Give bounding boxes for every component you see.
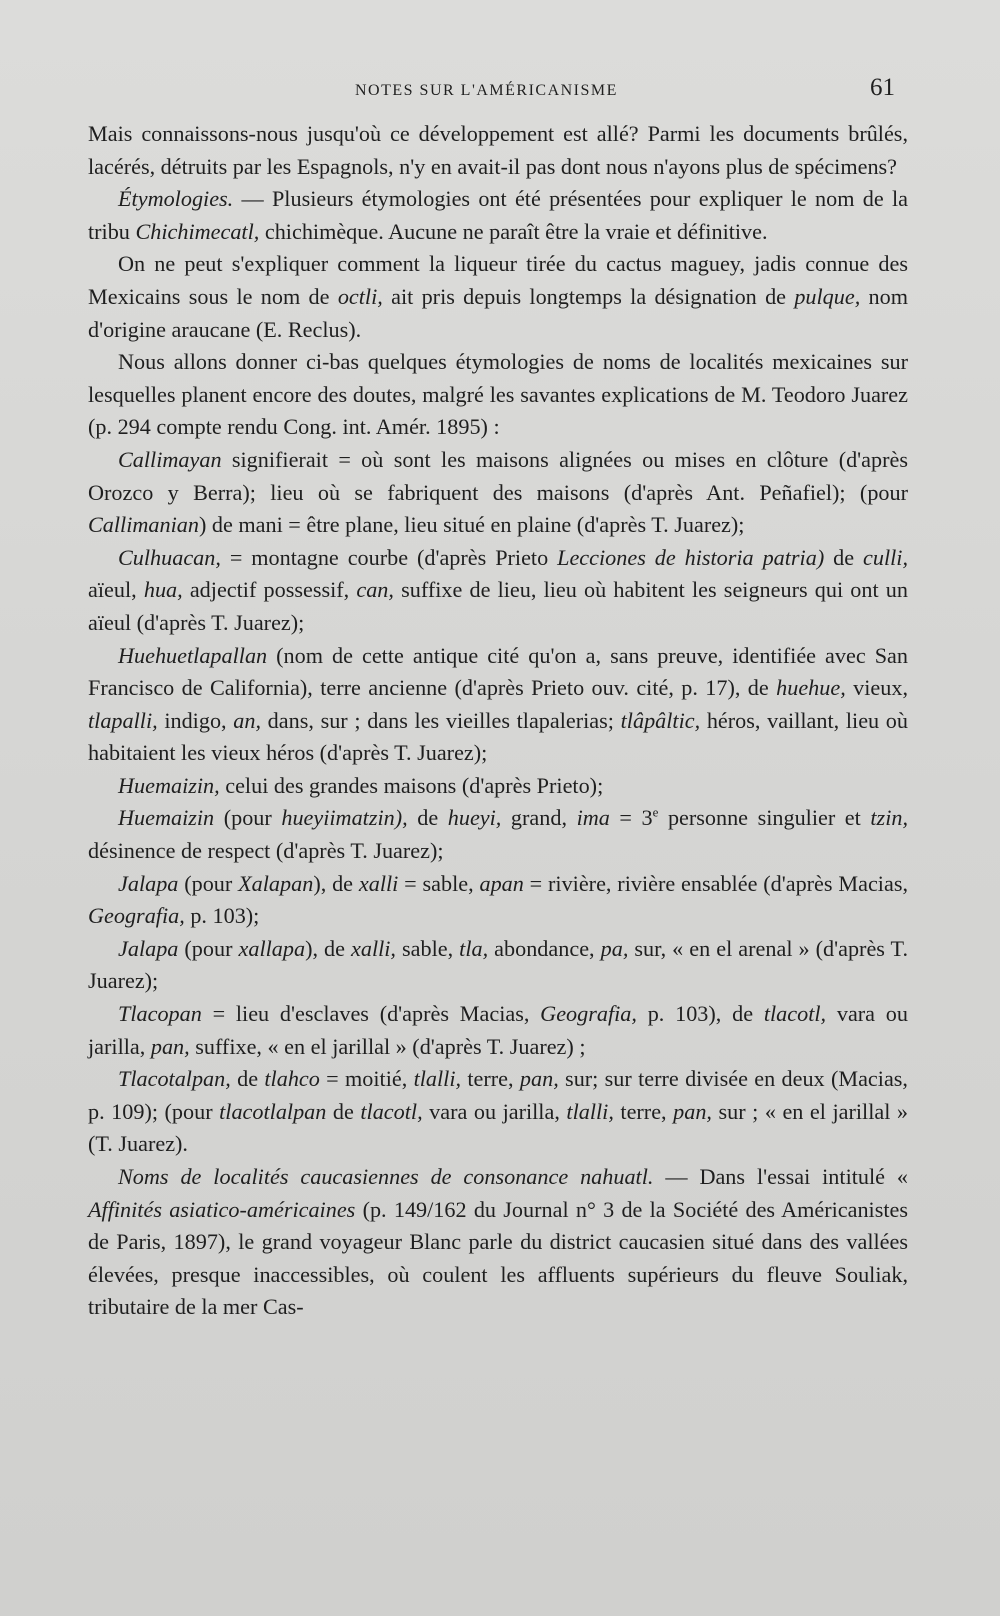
italic-text: xallapa [238, 935, 306, 961]
italic-text: pan, [150, 1033, 190, 1059]
italic-text: Étymologies. [118, 186, 234, 212]
text-run: aïeul, [88, 577, 144, 603]
text-run: suffixe de lieu, lieu où habitent les seigneurs qui ont un aïeul (d'après T. Juarez); [88, 577, 908, 635]
italic-text: Callimanian [88, 512, 199, 538]
italic-text: Huemaizin [118, 805, 215, 831]
paragraph [88, 998, 908, 1063]
text-run: p. 103); [184, 903, 260, 929]
italic-text: tlapalli, [88, 707, 158, 733]
text-run: vara ou jarilla, [88, 1001, 908, 1059]
italic-text: hueyiimatzin), [281, 805, 408, 831]
italic-text: Lecciones de historia patria) [557, 544, 825, 570]
text-run: (nom de cette antique cité qu'on a, sans preuve, identifiée avec San Francisco de California), terre ancienne (d'après Prieto ouv. cité, p. 17), de [88, 642, 908, 701]
text-run: = 3 [609, 805, 653, 831]
italic-text: pa, [600, 935, 629, 961]
italic-text: tlacotl, [763, 1001, 827, 1027]
italic-text: hueyi, [447, 805, 502, 831]
paragraph [88, 640, 908, 770]
italic-text: Huehuetlapallan [118, 642, 268, 668]
text-run: (pour [178, 935, 239, 961]
italic-text: Jalapa [118, 870, 179, 896]
text-run: grand, [501, 805, 577, 831]
text-run: vara ou jarilla, [422, 1098, 567, 1124]
italic-text: Jalapa [118, 935, 179, 961]
italic-text: pulque, [794, 283, 861, 309]
text-run: de [326, 1098, 361, 1124]
text-run: = rivière, rivière ensablée (d'après Macias, [523, 870, 908, 896]
paragraph [88, 118, 908, 183]
italic-text: Tlacotalpan, [118, 1066, 231, 1092]
italic-text: Geografia, [540, 1001, 637, 1027]
italic-text: Culhuacan, [118, 544, 221, 570]
text-run: Nous allons donner ci-bas quelques étymologies de noms de localités mexicaines sur lesquelles planent encore des doutes, malgré les savantes explications de M. Teodoro Juarez (p. 294 compte rendu Cong. int. Amér. 1895) : [88, 349, 908, 440]
text-run: — Plusieurs étymologies ont été présentées pour expliquer le nom de la tribu [88, 186, 908, 244]
italic-text: pan, [519, 1066, 559, 1092]
text-run: indigo, [157, 707, 234, 733]
italic-text: tlalli, [413, 1066, 462, 1092]
text-run: héros, vaillant, lieu où habitaient les vieux héros (d'après T. Juarez); [88, 707, 908, 766]
italic-text: Noms de localités caucasiennes de consonance nahuatl. [118, 1164, 654, 1189]
text-run: (p. 149/162 du Journal n° 3 de la Société des Américanistes de Paris, 1897), le grand voyageur Blanc parle du district caucasien situé dans des vallées élevées, presque inaccessibles, où coulent les affluents supérieurs du fleuve Souliak, tributaire de la mer Cas- [88, 1196, 908, 1320]
running-title: NOTES SUR L'AMÉRICANISME [355, 82, 618, 99]
text-run: (pour [214, 805, 282, 831]
italic-text: Huemaizin, [118, 772, 220, 798]
paragraph [88, 1063, 908, 1161]
italic-text: Affinités asiatico-américaines [88, 1196, 356, 1222]
text-run: ) de mani = être plane, lieu situé en plaine (d'après T. Juarez); [198, 512, 745, 538]
text-run: suffixe, « en el jarillal » (d'après T. Juarez) ; [189, 1033, 586, 1059]
paragraph [88, 1161, 908, 1324]
text-run: terre, [613, 1098, 674, 1124]
italic-text: tlâpâltic, [620, 707, 701, 733]
text-run: = sable, [398, 870, 480, 896]
italic-text: xalli, [351, 935, 396, 961]
page-number: 61 [870, 74, 895, 101]
text-run: signifierait = où sont les maisons alignées ou mises en clôture (d'après Orozco y Berra); lieu où se fabriquent des maisons (d'après Ant. Peñafiel); (pour [88, 446, 908, 505]
italic-text: octli, [337, 283, 383, 309]
text-run: abondance, [488, 935, 601, 961]
italic-text: Geografia, [88, 903, 185, 929]
text-run: de [230, 1066, 265, 1092]
paragraph [88, 183, 908, 248]
body-text [88, 118, 908, 1324]
text-run: de [407, 805, 448, 831]
text-run: adjectif possessif, [182, 577, 357, 603]
italic-text: tlacotlalpan [219, 1098, 327, 1124]
text-run: terre, [461, 1066, 520, 1092]
italic-text: xalli [358, 870, 399, 896]
superscript: e [652, 805, 659, 821]
text-run: On ne peut s'expliquer comment la liqueur tirée du cactus maguey, jadis connue des Mexicains sous le nom de [88, 251, 908, 309]
italic-text: an, [233, 707, 261, 733]
italic-text: Callimayan [118, 446, 222, 472]
paragraph [88, 868, 908, 933]
text-run: = moitié, [319, 1066, 414, 1092]
text-run: sur ; « en el jarillal » (T. Juarez). [88, 1098, 908, 1157]
italic-text: apan [479, 870, 524, 896]
text-run: ait pris depuis longtemps la désignation de [382, 283, 795, 309]
paragraph [88, 802, 908, 867]
italic-text: culli, [863, 544, 908, 570]
text-run: celui des grandes maisons (d'après Prieto); [219, 772, 604, 798]
text-run: ), de [305, 935, 351, 961]
text-run: désinence de respect (d'après T. Juarez); [88, 838, 444, 864]
paragraph [88, 770, 908, 803]
italic-text: huehue, [776, 675, 846, 701]
text-run: = lieu d'esclaves (d'après Macias, [201, 1001, 541, 1027]
text-run: de [824, 544, 864, 570]
text-run: personne singulier et [658, 805, 871, 831]
paragraph [88, 444, 908, 542]
text-run: dans, sur ; dans les vieilles tlapalerias; [261, 707, 621, 733]
page-header [0, 72, 1000, 112]
italic-text: Xalapan [238, 870, 314, 896]
text-run: chichimèque. Aucune ne paraît être la vraie et définitive. [259, 218, 768, 244]
italic-text: tlacotl, [360, 1098, 423, 1124]
italic-text: tlahco [264, 1066, 320, 1092]
text-run: nom d'origine araucane (E. Reclus). [88, 283, 909, 342]
text-run: (pour [178, 870, 239, 896]
text-run: — Dans l'essai intitulé « [653, 1164, 908, 1189]
italic-text: pan, [673, 1098, 712, 1124]
paragraph [88, 346, 908, 444]
italic-text: tla, [459, 935, 489, 961]
italic-text: Chichimecatl, [135, 218, 260, 244]
text-run: ), de [313, 870, 359, 896]
paragraph [88, 542, 908, 640]
paragraph [88, 248, 908, 346]
text-run: vieux, [845, 675, 908, 701]
text-run: Mais connaissons-nous jusqu'où ce développement est allé? Parmi les documents brûlés, lacérés, détruits par les Espagnols, n'y en avait-il pas dont nous n'ayons plus de spécimens? [88, 121, 908, 179]
text-run: sur, « en el arenal » (d'après T. Juarez); [88, 935, 908, 994]
italic-text: can, [356, 577, 394, 603]
italic-text: hua, [143, 577, 183, 603]
italic-text: Tlacopan [118, 1001, 202, 1027]
text-run: sur; sur terre divisée en deux (Macias, p. 109); (pour [88, 1066, 908, 1124]
text-run: sable, [395, 935, 460, 961]
italic-text: ima [576, 805, 610, 831]
paragraph [88, 933, 908, 998]
italic-text: tzin, [870, 805, 908, 831]
text-run: p. 103), de [636, 1001, 764, 1027]
italic-text: tlalli, [566, 1098, 614, 1124]
text-run: = montagne courbe (d'après Prieto [220, 544, 558, 570]
